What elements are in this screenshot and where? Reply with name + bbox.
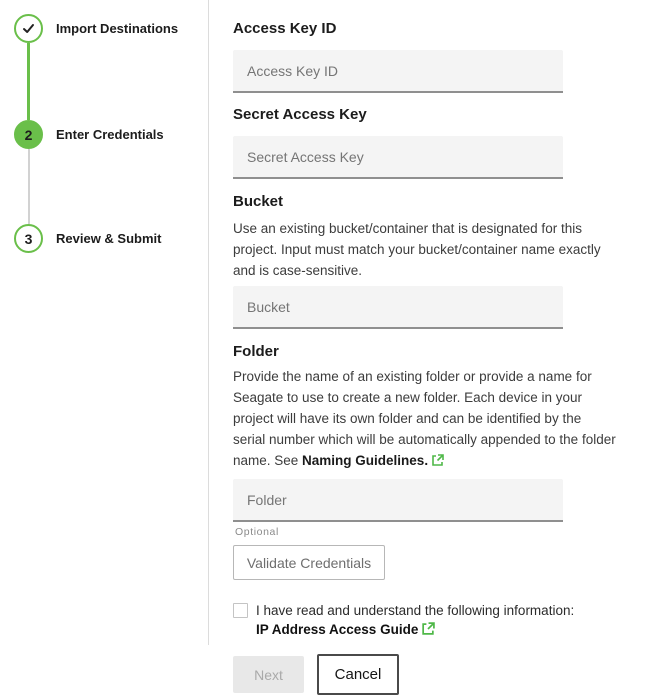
folder-description <box>233 366 617 471</box>
folder-description-text: Provide the name of an existing folder or provide a name for Seagate to use to create a new folder. Each device in your project will have its own folder and can be identified by the serial number which will be automatically appended to the folder name. See <box>233 369 616 468</box>
folder-label: Folder <box>233 343 279 360</box>
stepper-connector-upcoming <box>28 149 30 224</box>
naming-guidelines-link[interactable]: Naming Guidelines. <box>302 453 429 468</box>
external-link-icon[interactable] <box>421 622 435 636</box>
stepper-sidebar <box>0 0 209 645</box>
step-complete-circle <box>14 14 43 43</box>
acknowledgement-label: I have read and understand the following information: <box>256 603 575 618</box>
next-button[interactable]: Next <box>233 656 304 693</box>
step-label: Review & Submit <box>56 231 162 246</box>
cancel-button[interactable]: Cancel <box>317 654 399 695</box>
bucket-input[interactable] <box>233 286 563 329</box>
stepper-step-review-submit[interactable] <box>14 224 161 253</box>
credentials-form <box>233 20 617 695</box>
step-upcoming-circle <box>14 224 43 253</box>
access-key-id-input[interactable] <box>233 50 563 93</box>
access-key-id-label: Access Key ID <box>233 20 337 37</box>
step-active-circle <box>14 120 43 149</box>
bucket-label: Bucket <box>233 193 284 210</box>
acknowledgement-row <box>233 601 617 639</box>
ip-address-access-guide-link[interactable]: IP Address Access Guide <box>256 622 419 637</box>
step-number: 3 <box>24 230 33 247</box>
secret-access-key-input[interactable] <box>233 136 563 179</box>
acknowledgement-checkbox[interactable] <box>233 603 248 618</box>
stepper-step-import-destinations[interactable] <box>14 14 178 43</box>
acknowledgement-text <box>256 601 574 639</box>
step-label: Enter Credentials <box>56 127 164 142</box>
stepper-connector-complete <box>27 43 30 120</box>
step-number: 2 <box>24 126 33 143</box>
validate-credentials-button[interactable]: Validate Credentials <box>233 545 385 580</box>
folder-optional-hint: Optional <box>235 526 279 538</box>
checkmark-icon <box>21 21 36 36</box>
bucket-description: Use an existing bucket/container that is designated for this project. Input must match your bucket/container name exactly and is case-sensitive. <box>233 221 601 278</box>
external-link-icon[interactable] <box>431 454 444 467</box>
folder-input[interactable] <box>233 479 563 522</box>
secret-access-key-label: Secret Access Key <box>233 106 367 123</box>
form-actions <box>233 654 617 695</box>
step-label: Import Destinations <box>56 21 179 36</box>
stepper-step-enter-credentials[interactable] <box>14 120 164 149</box>
